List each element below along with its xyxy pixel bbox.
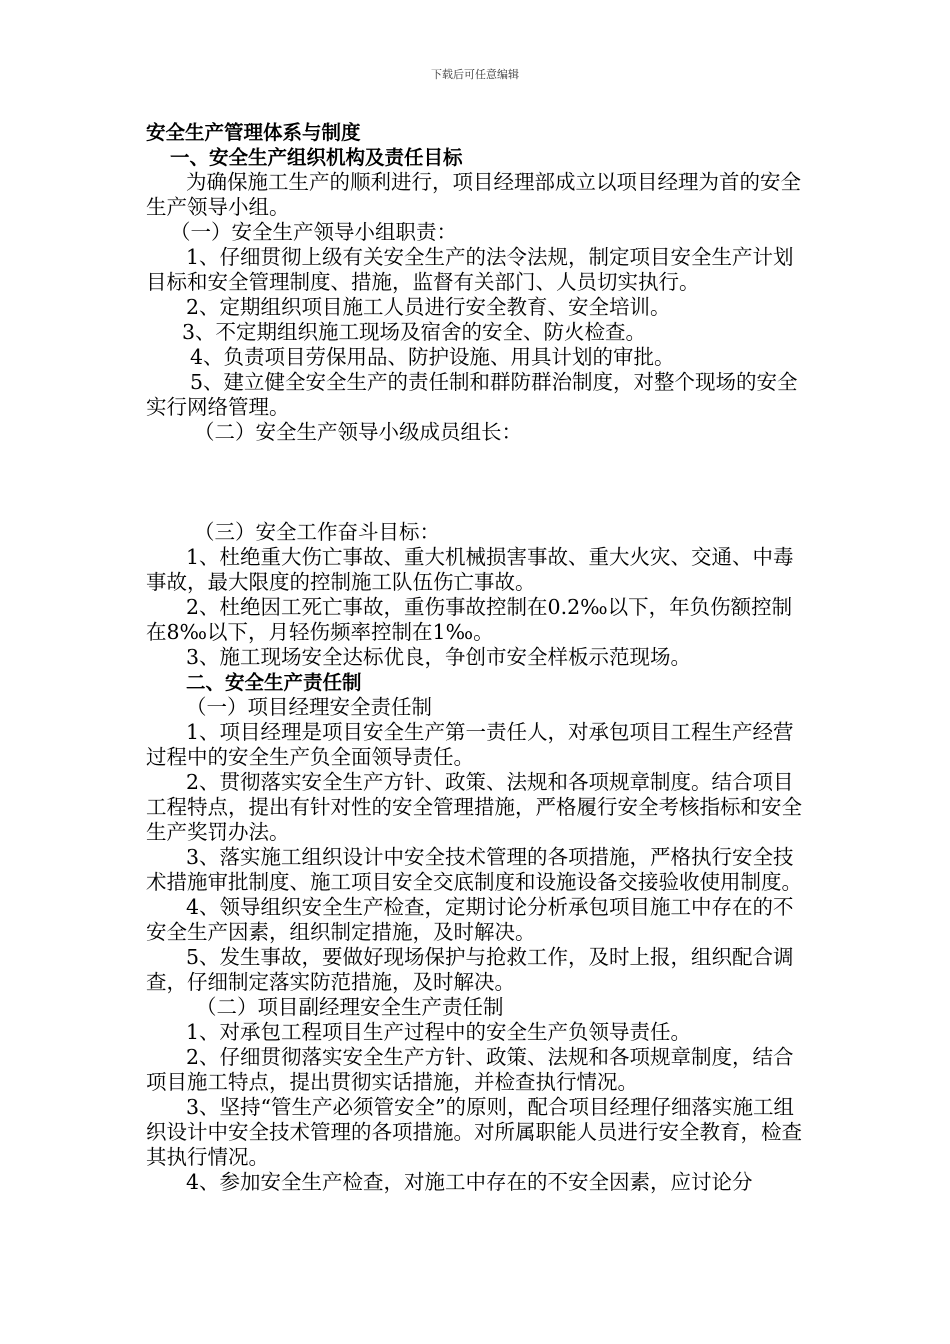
list-item: 5、发生事故，要做好现场保护与抢救工作，及时上报，组织配合调查，仔细制定落实防范措施，及时解决。	[146, 945, 794, 994]
list-item: 1、对承包工程项目生产过程中的安全生产负领导责任。	[186, 1020, 692, 1044]
list-item: 1、杜绝重大伤亡事故、重大机械损害事故、重大火灾、交通、中毒事故，最大限度的控制施工队伍伤亡事故。	[146, 545, 794, 594]
list-item: 2、贯彻落实安全生产方针、政策、法规和各项规章制度。结合项目工程特点，提出有针对性的安全管理措施，严格履行安全考核指标和安全生产奖罚办法。	[146, 770, 802, 844]
paragraph: 为确保施工生产的顺利进行，项目经理部成立以项目经理为首的安全生产领导小组。	[146, 170, 801, 219]
subsection-heading: （一）项目经理安全责任制	[186, 695, 432, 719]
page-header-note: 下载后可任意编辑	[431, 68, 519, 81]
subsection-heading: （二）安全生产领导小级成员组长：	[194, 420, 522, 444]
list-item: 3、坚持“管生产必须管安全”的原则，配合项目经理仔细落实施工组织设计中安全技术管理的各项措施。对所属职能人员进行安全教育，检查其执行情况。	[146, 1095, 802, 1169]
subsection-heading: （二）项目副经理安全生产责任制	[196, 995, 504, 1019]
list-item: 4、领导组织安全生产检查，定期讨论分析承包项目施工中存在的不安全生产因素，组织制定措施，及时解决。	[146, 895, 794, 944]
list-item: 2、定期组织项目施工人员进行安全教育、安全培训。	[186, 295, 671, 319]
list-item: 3、施工现场安全达标优良，争创市安全样板示范现场。	[186, 645, 692, 669]
list-item: 4、负责项目劳保用品、防护设施、用具计划的审批。	[190, 345, 675, 369]
list-item: 3、不定期组织施工现场及宿舍的安全、防火检查。	[182, 320, 647, 344]
list-item: 2、仔细贯彻落实安全生产方针、政策、法规和各项规章制度，结合项目施工特点，提出贯彻实话措施，并检查执行情况。	[146, 1045, 794, 1094]
list-item: 3、落实施工组织设计中安全技术管理的各项措施，严格执行安全技术措施审批制度、施工项目安全交底制度和设施设备交接验收使用制度。	[146, 845, 802, 894]
section-heading-1: 一、安全生产组织机构及责任目标	[170, 146, 463, 169]
section-heading-2: 二、安全生产责任制	[186, 671, 362, 694]
blank-space	[146, 445, 810, 520]
list-item: 5、建立健全安全生产的责任制和群防群治制度，对整个现场的安全实行网络管理。	[146, 370, 798, 419]
document-body	[146, 120, 810, 1195]
list-item: 1、项目经理是项目安全生产第一责任人，对承包项目工程生产经营过程中的安全生产负全面领导责任。	[146, 720, 794, 769]
subsection-heading: （三）安全工作奋斗目标：	[194, 520, 440, 544]
list-item: 4、参加安全生产检查，对施工中存在的不安全因素，应讨论分	[186, 1170, 753, 1194]
document-title: 安全生产管理体系与制度	[146, 121, 361, 144]
list-item: 1、仔细贯彻上级有关安全生产的法令法规，制定项目安全生产计划目标和安全管理制度、措施，监督有关部门、人员切实执行。	[146, 245, 794, 294]
subsection-heading: （一）安全生产领导小组职责：	[170, 220, 457, 244]
list-item: 2、杜绝因工死亡事故，重伤事故控制在0.2‰以下，年负伤额控制在8‰以下，月轻伤频率控制在1‰。	[146, 595, 793, 644]
